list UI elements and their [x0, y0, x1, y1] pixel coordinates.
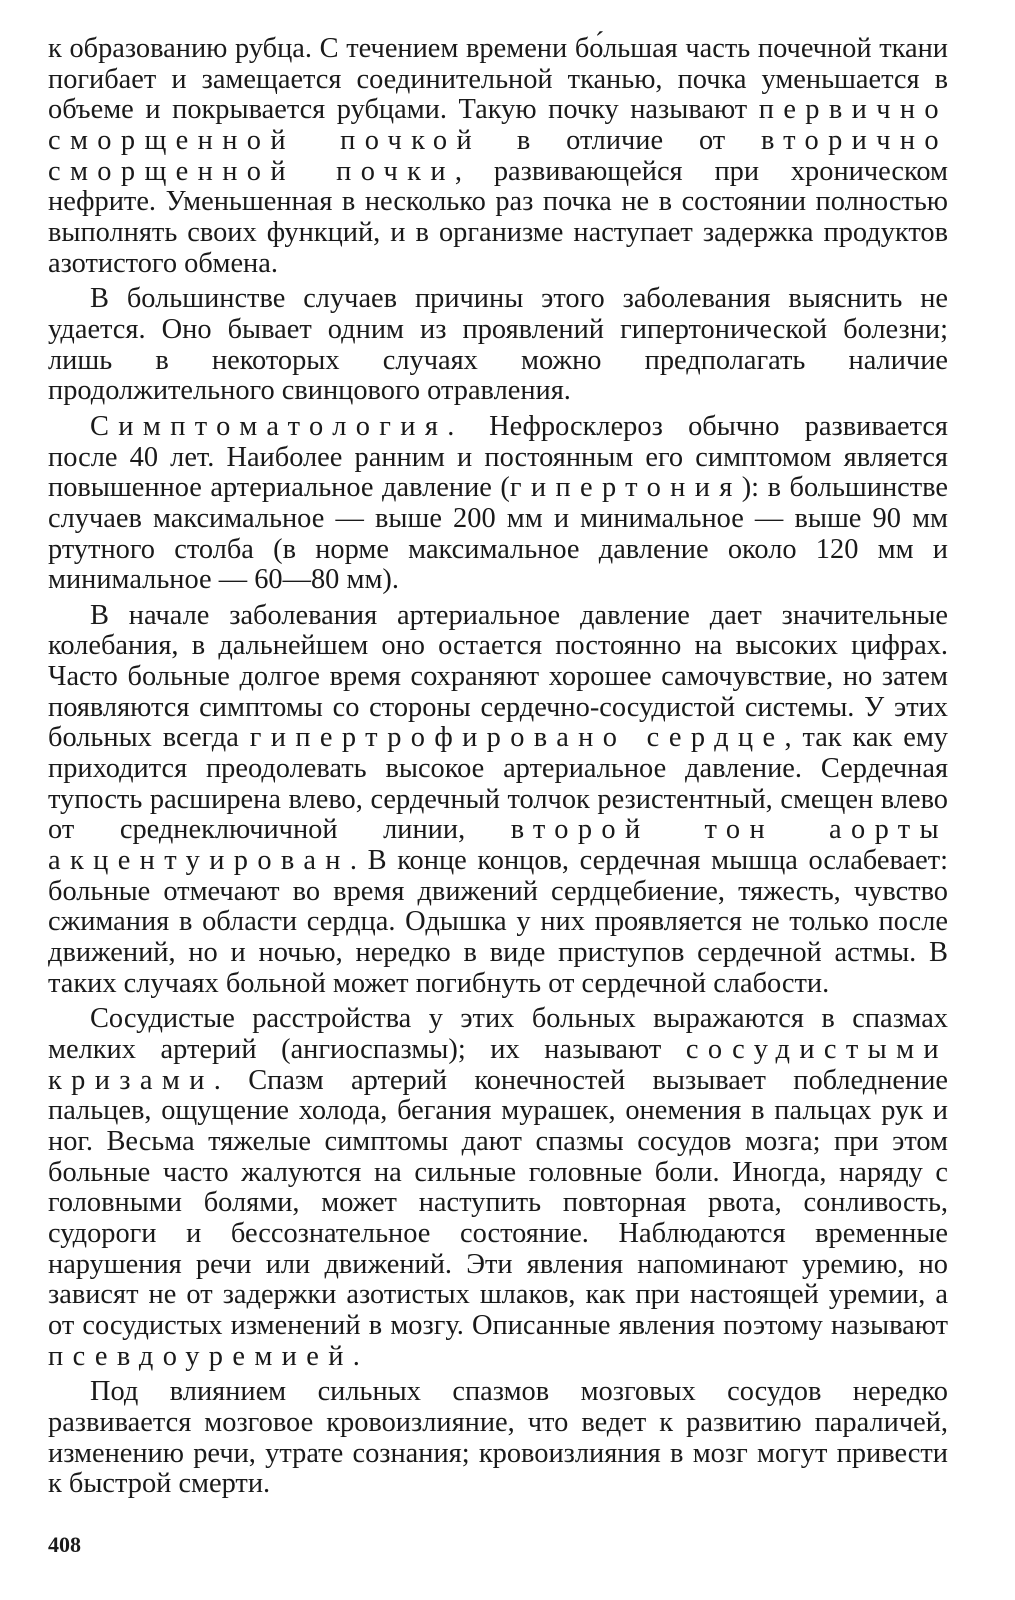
emphasized-term: гипертония — [509, 472, 742, 504]
emphasized-term: второй тон аорты акцентуирован — [48, 814, 948, 877]
paragraph-text: к образованию рубца. С течением времени бо́льшая часть почечной ткани погибает и замещается соединительной тканью, почка уменьшается в объеме и покрывается рубцами. Такую почку называют — [48, 33, 948, 126]
paragraph-text: . В конце концов, сердечная мышца ослабевает: больные отмечают во время движений сердцебиение, тяжесть, чувство сжимания в области сердца. Одышка у них проявляется не только после движений, но и ночью, нередко в виде приступов сердечной астмы. В таких случаях больной может погибнуть от сердечной слабости. — [48, 845, 948, 999]
paragraph-text: в отличие от — [481, 124, 762, 156]
paragraph-text: , так как ему приходится преодолевать высокое артериальное давление. Сердечная тупость расширена влево, сердечный толчок резистентный, смещен влево от среднеключичной линии, — [48, 722, 948, 846]
paragraph-text: Сосудистые расстройства у этих больных выражаются в спазмах мелких артерий (ангиоспазмы); их называют — [48, 1003, 948, 1065]
paragraph-2 — [48, 284, 948, 407]
page-number: 408 — [48, 1532, 81, 1557]
paragraph-text: ): в большинстве случаев максимальное — выше 200 мм и минимальное — выше 90 мм ртутного столба (в норме максимальное давление около 120 мм и минимальное — 60—80 мм). — [48, 472, 948, 596]
emphasized-term: гипертрофировано сердце — [249, 722, 785, 754]
paragraph-text: . — [352, 1340, 360, 1372]
book-page — [48, 34, 948, 1554]
emphasized-term: сосудистыми кризами — [48, 1034, 948, 1096]
section-heading-symptomatology: Симптоматология. — [90, 410, 464, 442]
paragraph-5 — [48, 1004, 948, 1372]
paragraph-4 — [48, 601, 948, 1000]
paragraph-text: В большинстве случаев причины этого заболевания выяснить не удается. Оно бывает одним из проявлений гипертонической болезни; лишь в некоторых случаях можно предполагать наличие продолжительного свинцового отравления. — [48, 283, 948, 407]
emphasized-term: псевдоуремией — [48, 1340, 353, 1372]
paragraph-text: Под влиянием сильных спазмов мозговых сосудов нередко развивается мозговое кровоизлияние, что ведет к развитию параличей, изменению речи, утрате сознания; кровоизлияния в мозг могут привести к быстрой смерти. — [48, 1376, 948, 1500]
paragraph-text: В начале заболевания артериальное давление дает значительные колебания, в дальнейшем оно остается постоянно на высоких цифрах. Часто больные долгое время сохраняют хорошее самочувствие, но затем появляются симптомы со стороны сердечно-сосудистой системы. У этих больных всегда — [48, 599, 948, 754]
paragraph-text: Нефросклероз обычно развивается после 40 лет. Наиболее ранним и постоянным его симптомом является повышенное артериальное давление ( — [48, 410, 948, 504]
emphasized-term: первично сморщенной почкой — [48, 94, 948, 156]
paragraph-1 — [48, 34, 948, 279]
paragraph-6 — [48, 1377, 948, 1500]
emphasized-term: вторично сморщенной почки — [48, 124, 948, 187]
paragraph-text: , развивающейся при хроническом нефрите. Уменьшенная в несколько раз почка не в состоянии полностью выполнять своих функций, и в организме наступает задержка продуктов азотистого обмена. — [48, 155, 948, 279]
paragraph-text: . Спазм артерий конечностей вызывает побледнение пальцев, ощущение холода, бегания мурашек, онемения в пальцах рук и ног. Весьма тяжелые симптомы дают спазмы сосудов мозга; при этом больные часто жалуются на сильные головные боли. Иногда, наряду с головными болями, может наступить повторная рвота, сонливость, судороги и бессознательное состояние. Наблюдаются временные нарушения речи или движений. Эти явления напоминают уремию, но зависят не от задержки азотистых шлаков, как при настоящей уремии, а от сосудистых изменений в мозгу. Описанные явления поэтому называют — [48, 1064, 948, 1341]
paragraph-3 — [48, 412, 948, 596]
